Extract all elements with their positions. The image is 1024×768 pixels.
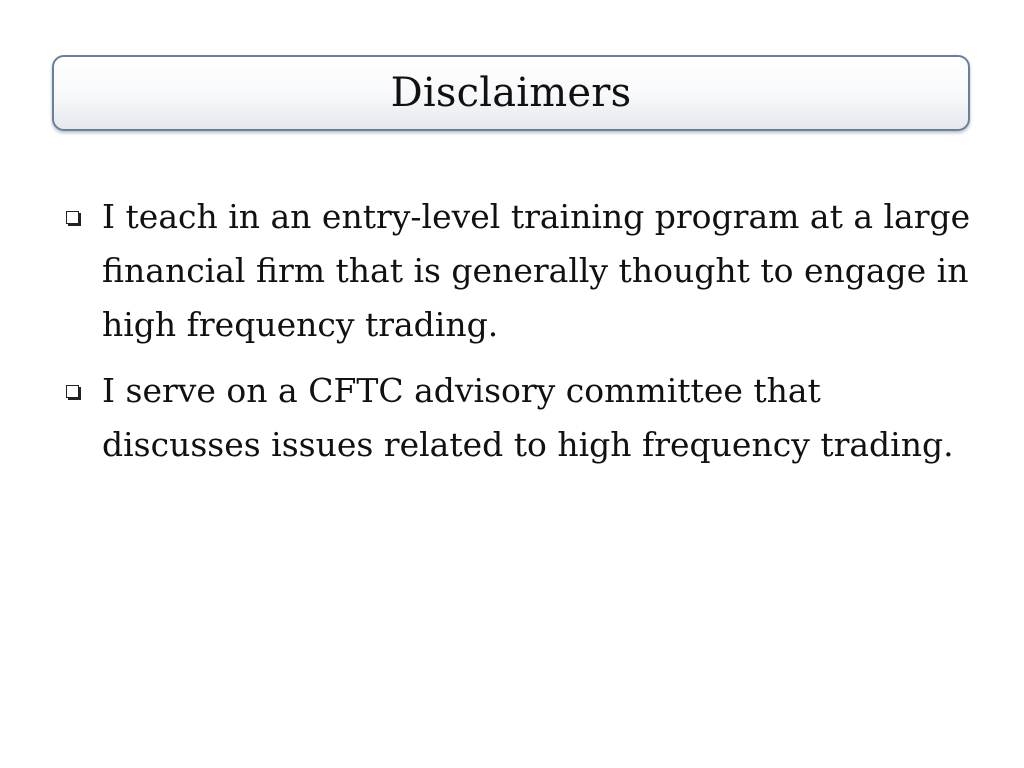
bullet-text: I teach in an entry-level training program at a large financial firm that is generally thought to engage in high frequency trading. xyxy=(102,197,971,344)
bullet-text: I serve on a CFTC advisory committee that discusses issues related to high frequency trading. xyxy=(102,371,954,464)
bullet-list xyxy=(62,190,972,484)
slide-title: Disclaimers xyxy=(390,70,632,116)
list-item xyxy=(62,364,972,472)
list-item xyxy=(62,190,972,352)
title-banner xyxy=(52,55,970,131)
square-bullet-icon xyxy=(66,211,79,224)
square-bullet-icon xyxy=(66,385,79,398)
